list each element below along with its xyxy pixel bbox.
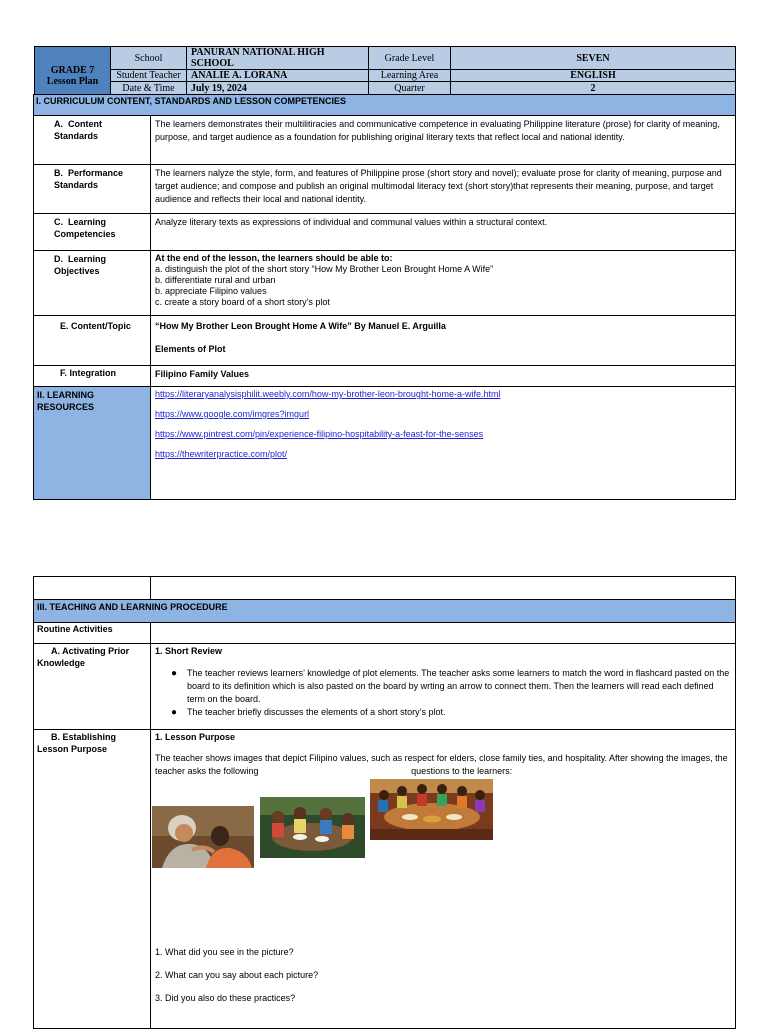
obj-item: a. distinguish the plot of the short story “How My Brother Leon Brought Home A Wife” — [155, 264, 494, 274]
integ-cell — [150, 365, 736, 387]
topic-line2: Elements of Plot — [155, 344, 226, 354]
family-meal-image — [260, 797, 365, 858]
act-bullet: ● The teacher reviews learners’ knowledge of plot elements. The teacher asks some learners to match the word in flashcard pasted on the board to its definition which is also pasted on the board by wrting an arrow to connect them. Then the learners will read each defined term on the board. — [155, 667, 731, 706]
est-cell — [150, 729, 736, 1029]
topic-line1: “How My Brother Leon Brought Home A Wife” By Manuel E. Arguilla — [155, 321, 446, 331]
perf-std-label: B. Performance Standards — [54, 168, 124, 190]
est-text — [155, 752, 731, 778]
content-std-text: The learners demonstrates their multilitiracies and communicative competence in evaluating Philippine literature (prose) for clarity of meaning, purpose, and target audience as a foundation for publishing original literary texts that reflect local and national identity. — [150, 115, 736, 165]
question: 2. What can you say about each picture? — [155, 970, 319, 980]
date-value: July 19, 2024 — [186, 81, 369, 95]
comp-text: Analyze literary texts as expressions of individual and communal values within a structural context. — [150, 213, 736, 251]
topic-label: E. Content/Topic — [60, 321, 131, 331]
comp-label: C. Learning Competencies — [54, 217, 116, 239]
empty-cell-right — [150, 576, 736, 600]
section1-title: I. CURRICULUM CONTENT, STANDARDS AND LESSON COMPETENCIES — [36, 96, 347, 106]
grade-text: GRADE 7 — [50, 64, 95, 76]
integ-text: Filipino Family Values — [155, 369, 250, 379]
integ-label: F. Integration — [60, 368, 116, 378]
est-text-b: questions to the learners: — [411, 766, 513, 776]
content-std-label: A. Content Standards — [54, 119, 102, 141]
resources-label: II. LEARNING RESOURCES — [37, 390, 95, 412]
routine-label-cell — [33, 622, 151, 644]
content-std-label-cell — [33, 115, 151, 165]
teacher-label: Student Teacher — [110, 69, 187, 82]
est-label: B. Establishing Lesson Purpose — [37, 732, 117, 754]
est-label-cell — [33, 729, 151, 1029]
integ-label-cell — [33, 365, 151, 387]
act-bullet: ● The teacher briefly discusses the elements of a short story’s plot. — [155, 706, 731, 719]
est-heading: 1. Lesson Purpose — [155, 732, 236, 742]
est-text-a: The teacher shows images that depict Filipino values, such as respect for elders, close family ties, and hospitality. After showing the images, the teacher asks the following — [155, 753, 728, 776]
routine-label: Routine Activities — [37, 624, 113, 634]
perf-std-label-cell — [33, 164, 151, 214]
section3-title-bar — [33, 599, 736, 623]
resource-link[interactable]: https://literaryanalysisphilit.weebly.com/how-my-brother-leon-brought-home-a-wife.html — [155, 389, 501, 399]
obj-intro: At the end of the lesson, the learners should be able to: — [155, 253, 393, 263]
topic-label-cell — [33, 315, 151, 366]
area-label: Learning Area — [368, 69, 451, 82]
teacher-value: ANALIE A. LORANA — [186, 69, 369, 82]
obj-item: c. create a story board of a short story’s plot — [155, 297, 330, 307]
school-label: School — [110, 46, 187, 70]
resources-cell — [150, 386, 736, 500]
resource-link[interactable]: https://www.pintrest.com/pin/experience-filipino-hospitability-a-feast-for-the-senses — [155, 429, 484, 439]
perf-std-text: The learners nalyze the style, form, and features of Philippine prose (short story and novel); evaluate prose for clarity of meaning, purpose and target audience; and compose and publish an original multimodal literacy text (short story)that represents their meaning, purpose, and target audience and reflects their local and national identity. — [150, 164, 736, 214]
elders-respect-image — [152, 806, 254, 868]
grade-cell — [34, 46, 111, 95]
resource-link[interactable]: https://thewriterpractice.com/plot/ — [155, 449, 288, 459]
obj-item: b. differentiate rural and urban — [155, 275, 276, 285]
plan-text: Lesson Plan — [46, 75, 99, 87]
date-label: Date & Time — [110, 81, 187, 95]
section3-title: III. TEACHING AND LEARNING PROCEDURE — [37, 602, 228, 612]
comp-label-cell — [33, 213, 151, 251]
act-heading: 1. Short Review — [155, 646, 223, 656]
grade-level-value: SEVEN — [450, 46, 736, 70]
grade-level-label: Grade Level — [368, 46, 451, 70]
act-cell — [150, 643, 736, 730]
question: 3. Did you also do these practices? — [155, 993, 296, 1003]
resources-label-cell — [33, 386, 151, 500]
empty-cell-left — [33, 576, 151, 600]
hospitality-feast-image — [370, 779, 493, 840]
quarter-label: Quarter — [368, 81, 451, 95]
school-value: PANURAN NATIONAL HIGH SCHOOL — [186, 46, 369, 70]
quarter-value: 2 — [450, 81, 736, 95]
obj-item: b. appreciate Filipino values — [155, 286, 267, 296]
act-bullet-list — [155, 667, 731, 719]
obj-label: D. Learning Objectives — [54, 254, 107, 276]
section1-title-bar — [33, 94, 736, 116]
routine-cell — [150, 622, 736, 644]
act-label-cell — [33, 643, 151, 730]
obj-label-cell — [33, 250, 151, 316]
resource-link[interactable]: https://www.google.com/imgres?imgurl — [155, 409, 310, 419]
question: 1. What did you see in the picture? — [155, 947, 294, 957]
act-label: A. Activating Prior Knowledge — [37, 646, 130, 668]
area-value: ENGLISH — [450, 69, 736, 82]
topic-cell — [150, 315, 736, 366]
obj-cell — [150, 250, 736, 316]
